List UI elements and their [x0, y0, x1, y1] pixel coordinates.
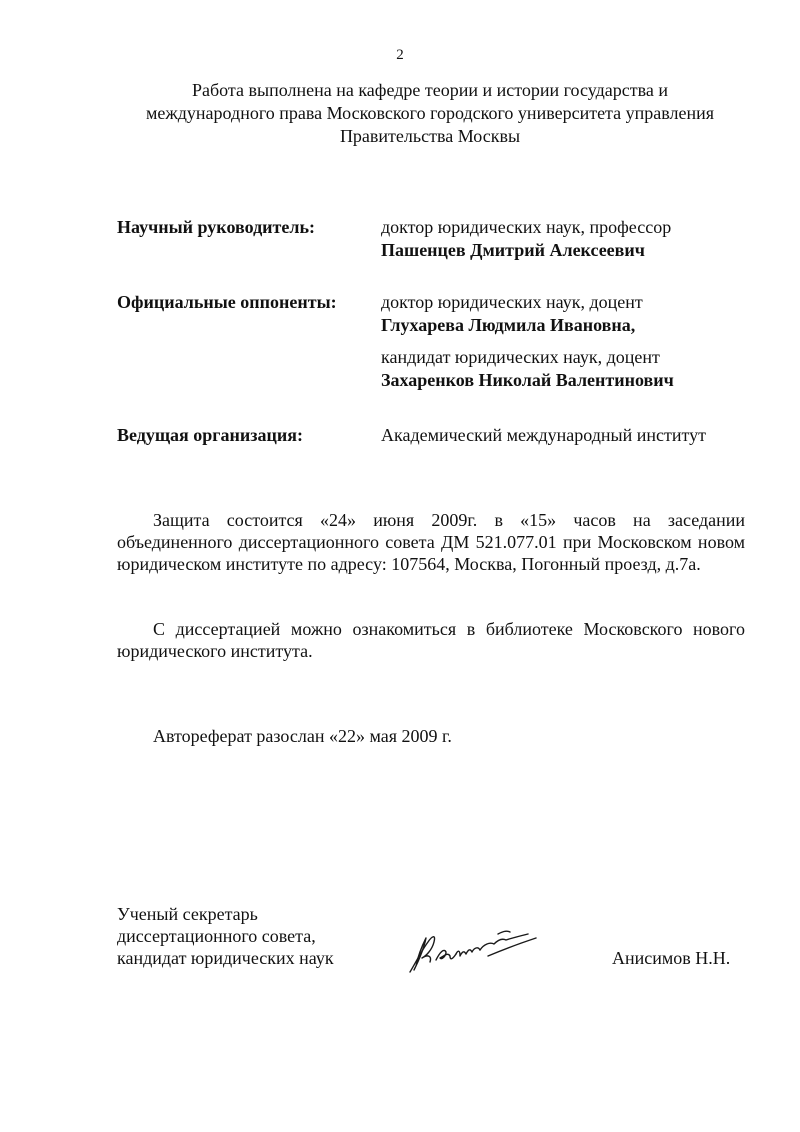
opponent-2-name: Захаренков Николай Валентинович — [381, 370, 674, 390]
library-paragraph: С диссертацией можно ознакомиться в библиотеке Московского нового юридического института. — [117, 619, 745, 661]
header-line-1: Работа выполнена на кафедре теории и истории государства и — [191, 80, 668, 100]
signer-line-2: диссертационного совета, — [117, 926, 316, 946]
signer-name: Анисимов Н.Н. — [612, 948, 731, 968]
document-header — [100, 79, 760, 148]
opponent-2-degree: кандидат юридических наук, доцент — [381, 347, 660, 367]
signer-title — [117, 903, 334, 969]
leading-org-value: Академический международный институт — [381, 425, 706, 445]
dispatch-paragraph: Автореферат разослан «22» мая 2009 г. — [153, 726, 452, 746]
opponent-1-name: Глухарева Людмила Ивановна, — [381, 315, 636, 335]
page-number: 2 — [396, 47, 404, 63]
header-line-3: Правительства Москвы — [339, 126, 521, 146]
opponent-1-degree: доктор юридических наук, доцент — [381, 292, 643, 312]
opponents-label: Официальные оппоненты: — [117, 292, 337, 312]
signature-icon — [402, 916, 542, 980]
supervisor-degree: доктор юридических наук, профессор — [381, 217, 672, 237]
supervisor-label: Научный руководитель: — [117, 217, 315, 237]
leading-org-label: Ведущая организация: — [117, 425, 303, 445]
header-line-2: международного права Московского городского университета управления — [145, 103, 715, 123]
defense-paragraph: Защита состоится «24» июня 2009г. в «15» часов на заседании объединенного диссертационного совета ДМ 521.077.01 при Московском новом юридическом институте по адресу: 107564, Москва, Погонный проезд, д.7а. — [117, 510, 745, 574]
signer-line-3: кандидат юридических наук — [117, 948, 334, 968]
signer-line-1: Ученый секретарь — [117, 904, 258, 924]
supervisor-name: Пашенцев Дмитрий Алексеевич — [381, 240, 645, 260]
